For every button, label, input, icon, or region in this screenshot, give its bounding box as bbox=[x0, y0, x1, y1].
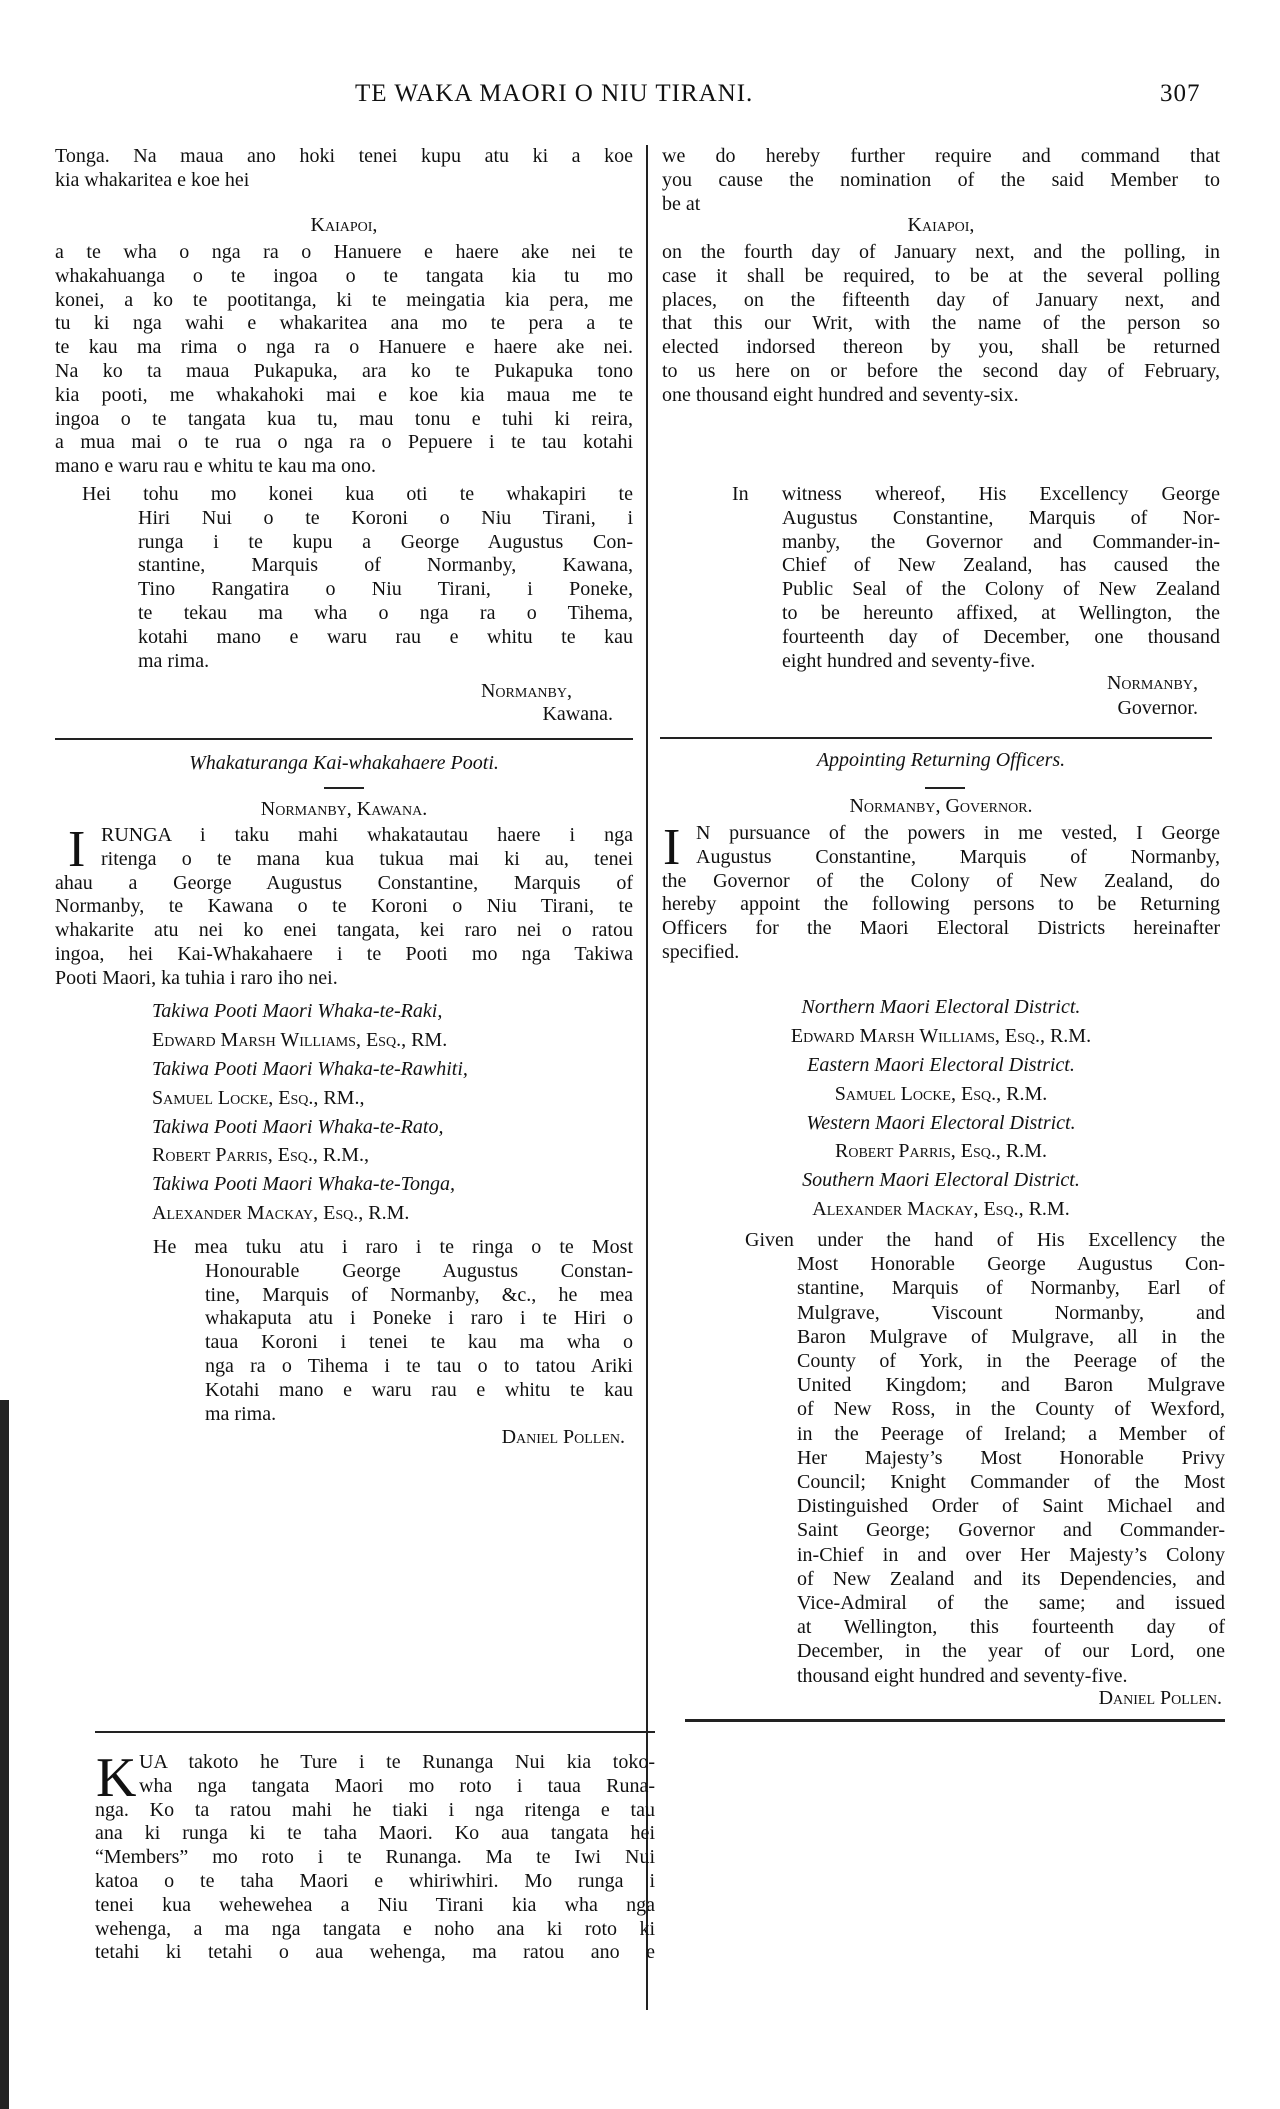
text-line: In witness whereof, His Excellency George bbox=[732, 483, 1220, 505]
text-line: of New Ross, in the County of Wexford, bbox=[797, 1398, 1225, 1421]
district-name: Eastern Maori Electoral District. bbox=[807, 1053, 1075, 1076]
text-line: we do hereby further require and command that bbox=[662, 145, 1220, 167]
text-line: ahau a George Augustus Constantine, Marquis of bbox=[55, 871, 633, 894]
text-line: Saint George; Governor and Commander- bbox=[797, 1519, 1225, 1542]
text-line: Public Seal of the Colony of New Zealand bbox=[782, 578, 1220, 601]
text-line: County of York, in the Peerage of the bbox=[797, 1350, 1225, 1373]
right-place-kaiapoi: Kaiapoi, bbox=[907, 214, 975, 236]
text-line: ritenga o te mana kua tukua mai ki au, tenei bbox=[101, 847, 633, 870]
text-line: tetahi ki tetahi o aua wehenga, ma ratou ano e bbox=[95, 1941, 655, 1964]
right-issuer: Normanby, Governor. bbox=[849, 795, 1033, 817]
text-line: Kotahi mano e waru rau e whitu te kau bbox=[205, 1378, 633, 1401]
text-line: eight hundred and seventy-five. bbox=[782, 649, 1036, 672]
left-given-paragraph bbox=[153, 1236, 633, 1426]
text-line: Baron Mulgrave of Mulgrave, all in the bbox=[797, 1325, 1225, 1348]
district-name: Southern Maori Electoral District. bbox=[802, 1169, 1080, 1192]
text-line: Given under the hand of His Excellency the bbox=[745, 1229, 1225, 1251]
text-line: kia whakaritea e koe hei bbox=[55, 168, 250, 191]
text-line: tu ki nga wahi e whakaritea ana mo te pera a te bbox=[55, 312, 633, 335]
district-name: Takiwa Pooti Maori Whaka-te-Raki, bbox=[152, 1000, 443, 1022]
officer-name: Alexander Mackay, Esq., R.M. bbox=[152, 1202, 410, 1225]
text-line: manby, the Governor and Commander-in- bbox=[782, 530, 1220, 553]
text-line: “Members” mo roto i te Runanga. Ma te Iwi Nui bbox=[95, 1846, 655, 1869]
officer-name: Edward Marsh Williams, Esq., RM. bbox=[152, 1028, 448, 1051]
text-line: Tonga. Na maua ano hoki tenei kupu atu ki a koe bbox=[55, 145, 633, 167]
text-line: Council; Knight Commander of the Most bbox=[797, 1471, 1225, 1494]
left-place-kaiapoi: Kaiapoi, bbox=[310, 214, 378, 236]
text-line: Hiri Nui o te Koroni o Niu Tirani, i bbox=[138, 506, 633, 529]
text-line: te tekau ma wha o nga ra o Tihema, bbox=[138, 601, 633, 624]
text-line: nga. Ko ta ratou mahi he tiaki i nga ritenga e tau bbox=[95, 1798, 655, 1821]
drop-cap: K bbox=[96, 1747, 137, 1809]
text-line: tenei kua wehewehea a Niu Tirani kia wha nga bbox=[95, 1893, 655, 1916]
text-line: a mua mai o te rua o nga ra o Pepuere i te tau kotahi bbox=[55, 431, 633, 454]
left-runanga-paragraph bbox=[95, 1747, 655, 1965]
page-title: TE WAKA MAORI O NIU TIRANI. bbox=[355, 80, 754, 107]
text-line: be at bbox=[662, 192, 701, 215]
text-line: Honourable George Augustus Constan- bbox=[205, 1259, 633, 1282]
text-line: RUNGA i taku mahi whakatautau haere i nga bbox=[101, 824, 633, 846]
district-name: Northern Maori Electoral District. bbox=[801, 996, 1081, 1018]
district-name: Takiwa Pooti Maori Whaka-te-Tonga, bbox=[152, 1173, 455, 1196]
text-line: nga ra o Tihema i te tau o to tatou Ariki bbox=[205, 1354, 633, 1377]
text-line: Normanby, te Kawana o te Koroni o Niu Tirani, te bbox=[55, 895, 633, 918]
text-line: wha nga tangata Maori mo roto i taua Runa- bbox=[139, 1774, 655, 1797]
officer-name: Samuel Locke, Esq., R.M. bbox=[834, 1082, 1048, 1105]
section-rule bbox=[660, 737, 1212, 739]
text-line: Augustus Constantine, Marquis of Normanby, bbox=[696, 845, 1220, 868]
section-rule bbox=[95, 1731, 655, 1733]
section-rule bbox=[55, 738, 633, 740]
text-line: Hei tohu mo konei kua oti te whakapiri te bbox=[82, 483, 633, 505]
text-line: that this our Writ, with the name of the person so bbox=[662, 312, 1220, 335]
left-appointment-paragraph bbox=[55, 821, 633, 991]
left-signature-pollen: Daniel Pollen. bbox=[501, 1426, 625, 1448]
district-name: Takiwa Pooti Maori Whaka-te-Rawhiti, bbox=[152, 1057, 468, 1080]
text-line: whakarite atu nei ko enei tangata, kei raro nei o ratou bbox=[55, 919, 633, 942]
text-line: N pursuance of the powers in me vested, I George bbox=[696, 822, 1220, 844]
right-given-paragraph bbox=[745, 1228, 1225, 1688]
text-line: whakaputa atu i Poneke i raro i te Hiri o bbox=[205, 1307, 633, 1330]
text-line: to be hereunto affixed, at Wellington, the bbox=[782, 601, 1220, 624]
left-witness-paragraph bbox=[82, 483, 633, 673]
officer-name: Robert Parris, Esq., R.M., bbox=[152, 1144, 369, 1167]
left-signature-title: Kawana. bbox=[542, 703, 613, 725]
left-section-heading: Whakaturanga Kai-whakahaere Pooti. bbox=[189, 752, 499, 774]
right-signature-normanby: Normanby, bbox=[1106, 672, 1198, 694]
text-line: te kau ma rima o nga ra o Hanuere e haere ake nei. bbox=[55, 336, 633, 359]
text-line: at Wellington, this fourteenth day of bbox=[797, 1616, 1225, 1639]
officer-name: Robert Parris, Esq., R.M. bbox=[835, 1140, 1047, 1163]
text-line: Mulgrave, Viscount Normanby, and bbox=[797, 1301, 1225, 1324]
text-line: mano e waru rau e whitu te kau ma ono. bbox=[55, 455, 377, 478]
left-issuer: Normanby, Kawana. bbox=[260, 798, 428, 820]
officer-name: Alexander Mackay, Esq., R.M. bbox=[812, 1198, 1070, 1221]
left-signature-normanby: Normanby, bbox=[480, 680, 572, 702]
text-line: tine, Marquis of Normanby, &c., he mea bbox=[205, 1283, 633, 1306]
text-line: Na ko ta maua Pukapuka, ara ko te Pukapuka tono bbox=[55, 359, 633, 382]
left-intro-paragraph bbox=[55, 145, 633, 193]
text-line: Augustus Constantine, Marquis of Nor- bbox=[782, 506, 1220, 529]
text-line: on the fourth day of January next, and the polling, in bbox=[662, 241, 1220, 263]
text-line: in-Chief in and over Her Majesty’s Colony bbox=[797, 1543, 1225, 1566]
text-line: whakahuanga o te ingoa o te tangata kia tu mo bbox=[55, 264, 633, 287]
text-line: specified. bbox=[662, 940, 740, 963]
text-line: Her Majesty’s Most Honorable Privy bbox=[797, 1446, 1225, 1469]
right-intro-paragraph bbox=[662, 145, 1220, 216]
text-line: katoa o te taha Maori e whiriwhiri. Mo runga i bbox=[95, 1869, 655, 1892]
right-signature-title: Governor. bbox=[1117, 697, 1198, 719]
text-line: He mea tuku atu i raro i te ringa o te Most bbox=[153, 1236, 633, 1258]
text-line: you cause the nomination of the said Member to bbox=[662, 168, 1220, 191]
heading-short-rule bbox=[925, 787, 965, 789]
right-section-heading: Appointing Returning Officers. bbox=[816, 749, 1066, 771]
text-line: Vice-Admiral of the same; and issued bbox=[797, 1592, 1225, 1615]
text-line: Most Honorable George Augustus Con- bbox=[797, 1253, 1225, 1276]
text-line: ingoa, hei Kai-Whakahaere i te Pooti mo nga Takiwa bbox=[55, 942, 633, 965]
page-edge-shadow bbox=[0, 1400, 9, 2109]
officer-name: Samuel Locke, Esq., RM., bbox=[152, 1086, 365, 1109]
text-line: case it shall be required, to be at the several polling bbox=[662, 264, 1220, 287]
text-line: United Kingdom; and Baron Mulgrave bbox=[797, 1374, 1225, 1397]
text-line: ana ki runga ki te taha Maori. Ko aua tangata hei bbox=[95, 1822, 655, 1845]
text-line: to us here on or before the second day of February, bbox=[662, 359, 1220, 382]
text-line: ma rima. bbox=[205, 1402, 277, 1425]
text-line: stantine, Marquis of Normanby, Kawana, bbox=[138, 554, 633, 577]
text-line: Pooti Maori, ka tuhia i raro iho nei. bbox=[55, 966, 338, 989]
text-line: konei, a ko te pootitanga, ki te meingatia kia pera, me bbox=[55, 288, 633, 311]
text-line: the Governor of the Colony of New Zealand, do bbox=[662, 869, 1220, 892]
right-appointment-paragraph bbox=[662, 819, 1220, 965]
text-line: UA takoto he Ture i te Runanga Nui kia toko- bbox=[139, 1751, 655, 1773]
left-writ-paragraph bbox=[55, 241, 633, 479]
text-line: Distinguished Order of Saint Michael and bbox=[797, 1495, 1225, 1518]
page-number: 307 bbox=[1160, 80, 1201, 107]
text-line: Tino Rangatira o Niu Tirani, i Poneke, bbox=[138, 578, 633, 601]
text-line: taua Koroni i tenei te kau ma wha o bbox=[205, 1331, 633, 1354]
text-line: thousand eight hundred and seventy-five. bbox=[797, 1664, 1128, 1687]
text-line: elected indorsed thereon by you, shall be returned bbox=[662, 336, 1220, 359]
text-line: runga i te kupu a George Augustus Con- bbox=[138, 530, 633, 553]
officer-name: Edward Marsh Williams, Esq., R.M. bbox=[790, 1024, 1092, 1047]
right-writ-paragraph bbox=[662, 241, 1220, 408]
left-officer-list bbox=[152, 997, 468, 1228]
heading-short-rule bbox=[324, 787, 364, 789]
right-signature-pollen: Daniel Pollen. bbox=[1098, 1687, 1222, 1709]
text-line: stantine, Marquis of Normanby, Earl of bbox=[797, 1277, 1225, 1300]
text-line: one thousand eight hundred and seventy-six. bbox=[662, 383, 1019, 406]
drop-cap: I bbox=[68, 821, 86, 878]
text-line: a te wha o nga ra o Hanuere e haere ake nei te bbox=[55, 241, 633, 263]
text-line: December, in the year of our Lord, one bbox=[797, 1640, 1225, 1663]
text-line: hereby appoint the following persons to be Returning bbox=[662, 893, 1220, 916]
text-line: fourteenth day of December, one thousand bbox=[782, 625, 1220, 648]
text-line: Officers for the Maori Electoral Districts hereinafter bbox=[662, 917, 1220, 940]
district-name: Western Maori Electoral District. bbox=[806, 1111, 1076, 1134]
text-line: in the Peerage of Ireland; a Member of bbox=[797, 1422, 1225, 1445]
text-line: of New Zealand and its Dependencies, and bbox=[797, 1567, 1225, 1590]
text-line: kia pooti, me whakahoki mai e koe kia maua me te bbox=[55, 383, 633, 406]
drop-cap: I bbox=[663, 819, 681, 876]
right-officer-list bbox=[662, 993, 1220, 1224]
district-name: Takiwa Pooti Maori Whaka-te-Rato, bbox=[152, 1115, 444, 1138]
section-rule bbox=[685, 1719, 1225, 1722]
text-line: kotahi mano e waru rau e whitu te kau bbox=[138, 625, 633, 648]
text-line: places, on the fifteenth day of January next, and bbox=[662, 288, 1220, 311]
text-line: ma rima. bbox=[138, 649, 210, 672]
text-line: ingoa o te tangata kua tu, mau tonu e tuhi ki reira, bbox=[55, 407, 633, 430]
text-line: wehenga, a ma nga tangata e noho ana ki roto ki bbox=[95, 1917, 655, 1940]
right-witness-paragraph bbox=[732, 483, 1220, 673]
text-line: Chief of New Zealand, has caused the bbox=[782, 554, 1220, 577]
